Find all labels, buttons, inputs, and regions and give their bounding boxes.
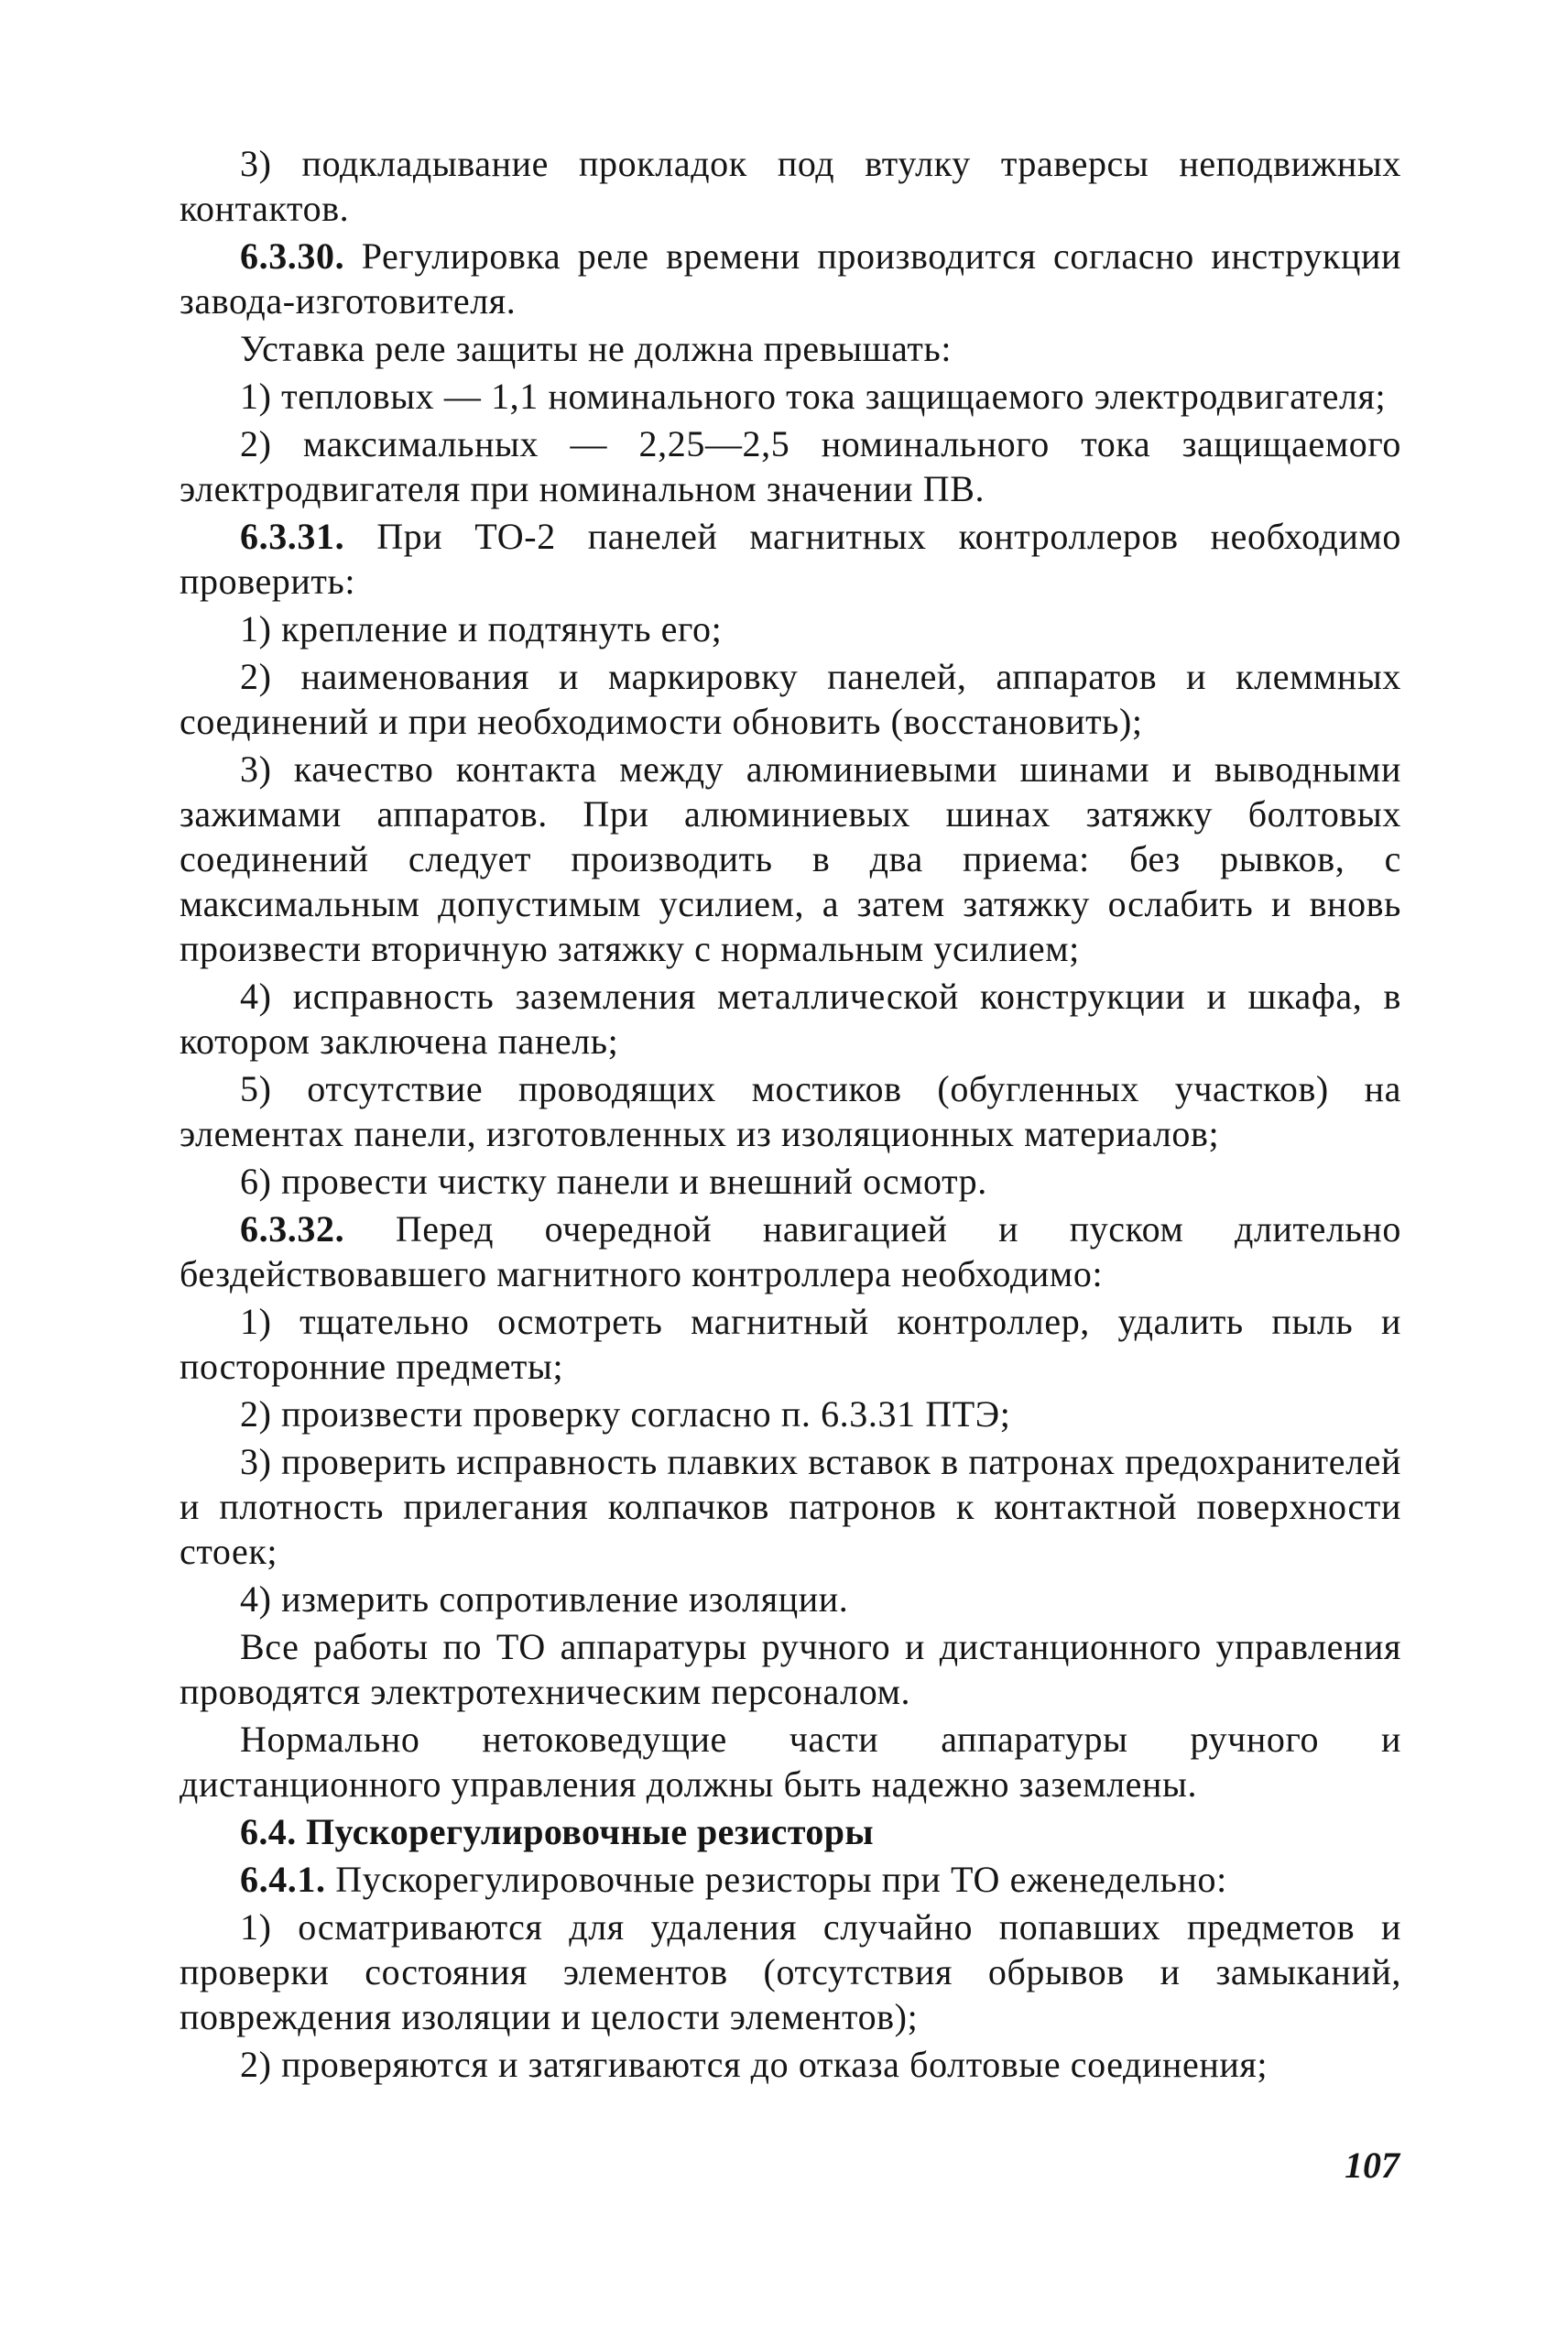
paragraph-text: 4) исправность заземления металлической конструкции и шкафа, в котором заключена панель; (180, 976, 1401, 1062)
paragraph (180, 606, 1401, 651)
paragraph (180, 974, 1401, 1064)
page-number: 107 (1345, 2145, 1399, 2186)
paragraph-text: 4) измерить сопротивление изоляции. (240, 1578, 849, 1620)
paragraph-text: 2) наименования и маркировку панелей, аппаратов и клеммных соединений и при необходимости обновить (восстановить); (180, 656, 1401, 742)
paragraph-text: При ТО-2 панелей магнитных контроллеров необходимо проверить: (180, 516, 1401, 602)
paragraph-text: Пускорегулировочные резисторы при ТО еженедельно: (325, 1859, 1227, 1900)
paragraph-text: 1) осматриваются для удаления случайно попавших предметов и проверки состояния элементов (отсутствия обрывов и замыканий, повреждения изоляции и целости элементов); (180, 1906, 1401, 2037)
paragraph-text: 5) отсутствие проводящих мостиков (обугленных участков) на элементах панели, изготовленных из изоляционных материалов; (180, 1068, 1401, 1154)
paragraph (180, 1066, 1401, 1156)
paragraph (180, 1717, 1401, 1807)
paragraph (180, 1206, 1401, 1296)
clause-number: 6.4.1. (240, 1859, 326, 1900)
section-heading: 6.4. Пускорегулировочные резисторы (240, 1811, 875, 1852)
paragraph (180, 1577, 1401, 1621)
paragraph (180, 141, 1401, 231)
paragraph-text: 2) произвести проверку согласно п. 6.3.31 ПТЭ; (240, 1393, 1011, 1435)
paragraph (180, 1905, 1401, 2039)
paragraph (180, 1624, 1401, 1714)
paragraph-text: Уставка реле защиты не должна превышать: (240, 328, 953, 369)
paragraph (180, 1299, 1401, 1389)
paragraph (180, 2042, 1401, 2087)
paragraph (180, 654, 1401, 744)
paragraph-text: 3) качество контакта между алюминиевыми шинами и выводными зажимами аппаратов. При алюминиевых шинах затяжку болтовых соединений следует производить в два приема: без рывков, с максимальным допустимым усилием, а затем затяжку ослабить и вновь произвести вторичную затяжку с нормальным усилием; (180, 748, 1401, 969)
paragraph-text: 1) крепление и подтянуть его; (240, 608, 723, 649)
paragraph-text: 1) тщательно осмотреть магнитный контроллер, удалить пыль и посторонние предметы; (180, 1301, 1401, 1387)
paragraph-text: 2) максимальных — 2,25—2,5 номинального тока защищаемого электродвигателя при номинальном значении ПВ. (180, 423, 1401, 509)
paragraph (180, 326, 1401, 371)
paragraph (180, 1857, 1401, 1902)
clause-number: 6.3.31. (240, 516, 345, 557)
paragraph (180, 1392, 1401, 1436)
paragraph (180, 1159, 1401, 1204)
paragraph (180, 234, 1401, 323)
paragraph (180, 374, 1401, 419)
page-body (180, 141, 1401, 2090)
paragraph-text: 6) провести чистку панели и внешний осмотр. (240, 1161, 987, 1202)
paragraph-text: Нормально нетоковедущие части аппаратуры ручного и дистанционного управления должны быть надежно заземлены. (180, 1719, 1401, 1805)
paragraph (180, 1439, 1401, 1574)
paragraph-text: 3) проверить исправность плавких вставок в патронах предохранителей и плотность прилегания колпачков патронов к контактной поверхности стоек; (180, 1441, 1401, 1572)
text-block-after-heading (180, 1857, 1401, 2087)
paragraph-text: 3) подкладывание прокладок под втулку траверсы неподвижных контактов. (180, 143, 1401, 229)
text-block-before-heading (180, 141, 1401, 1807)
paragraph (180, 747, 1401, 971)
paragraph (180, 514, 1401, 604)
clause-number: 6.3.32. (240, 1208, 345, 1250)
paragraph-text: 2) проверяются и затягиваются до отказа болтовые соединения; (240, 2044, 1269, 2085)
paragraph (180, 421, 1401, 511)
paragraph-text: Перед очередной навигацией и пуском длительно бездействовавшего магнитного контроллера необходимо: (180, 1208, 1401, 1294)
paragraph-text: 1) тепловых — 1,1 номинального тока защищаемого электродвигателя; (240, 376, 1387, 417)
paragraph-text: Регулировка реле времени производится согласно инструкции завода-изготовителя. (180, 235, 1401, 322)
paragraph-text: Все работы по ТО аппаратуры ручного и дистанционного управления проводятся электротехническим персоналом. (180, 1626, 1401, 1712)
clause-number: 6.3.30. (240, 235, 345, 277)
